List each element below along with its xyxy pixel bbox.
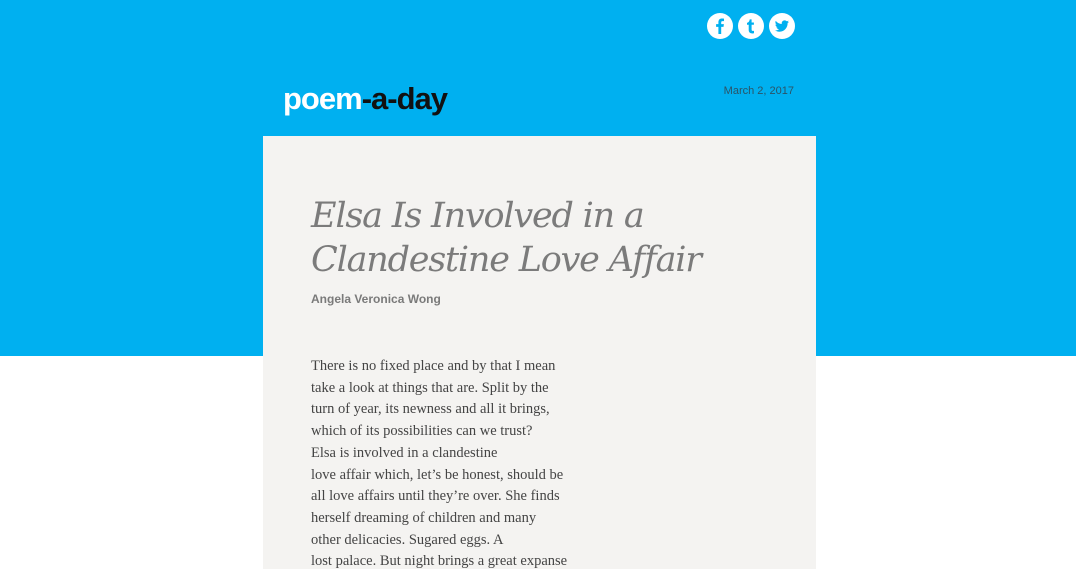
- twitter-share-button[interactable]: [769, 13, 795, 39]
- poem-line: take a look at things that are. Split by the: [311, 379, 549, 396]
- logo-text-a-day: -a-day: [361, 81, 447, 116]
- facebook-icon: [707, 13, 733, 39]
- logo-text-poem: poem: [283, 81, 362, 116]
- poem-line: lost palace. But night brings a great expanse: [311, 553, 568, 570]
- facebook-share-button[interactable]: [707, 13, 733, 39]
- poem-line: herself dreaming of children and many: [311, 509, 537, 526]
- poem-line: Elsa is involved in a clandestine: [311, 444, 498, 461]
- poem-line: love affair which, let’s be honest, should be: [311, 466, 564, 483]
- poem-line: all love affairs until they’re over. She finds: [311, 488, 560, 505]
- poem-line: which of its possibilities can we trust?: [311, 423, 533, 440]
- poem-line: other delicacies. Sugared eggs. A: [311, 531, 504, 548]
- social-links: [707, 13, 795, 39]
- poem-line: There is no fixed place and by that I mean: [311, 358, 556, 374]
- twitter-icon: [769, 13, 795, 39]
- poem-author[interactable]: Angela Veronica Wong: [311, 292, 441, 306]
- poem-body: [311, 356, 631, 573]
- poem-a-day-logo[interactable]: [283, 79, 447, 119]
- publish-date: March 2, 2017: [723, 85, 794, 97]
- poem-title[interactable]: Elsa Is Involved in a Clandestine Love Affair: [311, 196, 701, 280]
- poem-card: [263, 136, 816, 569]
- tumblr-icon: [738, 13, 764, 39]
- poem-line: turn of year, its newness and all it brings,: [311, 401, 550, 418]
- tumblr-share-button[interactable]: [738, 13, 764, 39]
